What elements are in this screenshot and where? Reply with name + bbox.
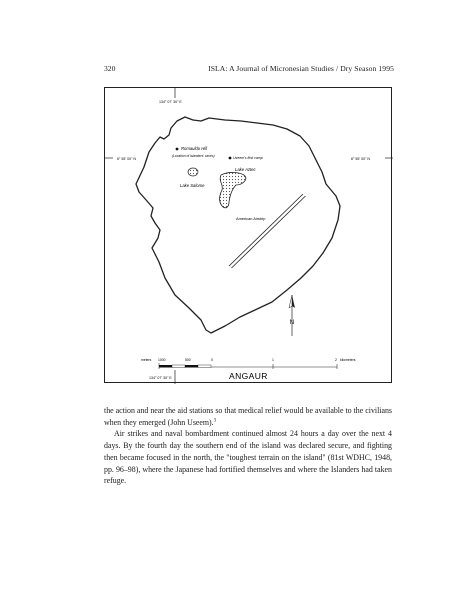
latitude-label-left: 6° 55' 00" N <box>117 157 136 161</box>
island-outline <box>136 117 340 333</box>
scale-tick-1: 1 <box>272 358 274 362</box>
scale-km-label: kilometers <box>340 358 356 362</box>
scale-tick-0: 0 <box>211 358 213 362</box>
scale-tick-2: 2 <box>335 358 337 362</box>
scale-bar <box>141 358 356 369</box>
page-number: 320 <box>104 64 116 73</box>
map-figure <box>104 87 392 383</box>
longitude-label-bottom: 134° 07' 30" E <box>149 376 172 380</box>
scale-tick-500: 500 <box>185 358 191 362</box>
north-arrow <box>289 295 295 336</box>
angaur-map <box>105 88 393 384</box>
romauldo-note-label: (Location of islanders' caves) <box>172 154 215 158</box>
paragraph-1: the action and near the aid stations so that medical relief would be available to the civilians when they emerged (John Useem).$^3$ <box>104 406 392 427</box>
island-name: ANGAUR <box>229 371 268 381</box>
scale-tick-1000: 1000 <box>158 358 166 362</box>
lake-aztec-label: Lake Aztec <box>235 167 256 172</box>
romauldo-hill-label: Romauldo Hill <box>181 146 208 151</box>
scale-meters-label: meters <box>141 358 152 362</box>
body-text <box>104 405 392 487</box>
useem-camp-label: Useem's first camp <box>233 156 263 160</box>
footnote-marker: 3 <box>213 418 217 424</box>
longitude-label-top: 134° 07' 30" E <box>159 100 182 104</box>
paragraph-2: Air strikes and naval bombardment continued almost 24 hours a day over the next 4 days. By the fourth day the southern end of the island was declared secure, and fighting then became focused in the north, the "toughest terrain on the island" (81st WDHC, 1948, pp. 96–98), where the Japanese had fortified themselves and where the Islanders had taken refuge. <box>104 429 392 486</box>
latitude-label-right: 6° 55' 00" N <box>351 157 370 161</box>
running-head: ISLA: A Journal of Micronesian Studies / Dry Season 1995 <box>208 64 394 73</box>
lake-salome-label: Lake Salome <box>180 183 205 188</box>
airstrip-label: American Airstrip <box>236 216 266 221</box>
north-label: N <box>289 319 295 326</box>
useem-camp-marker <box>229 157 232 160</box>
lake-salome <box>188 168 198 176</box>
romauldo-hill-marker <box>176 148 179 151</box>
